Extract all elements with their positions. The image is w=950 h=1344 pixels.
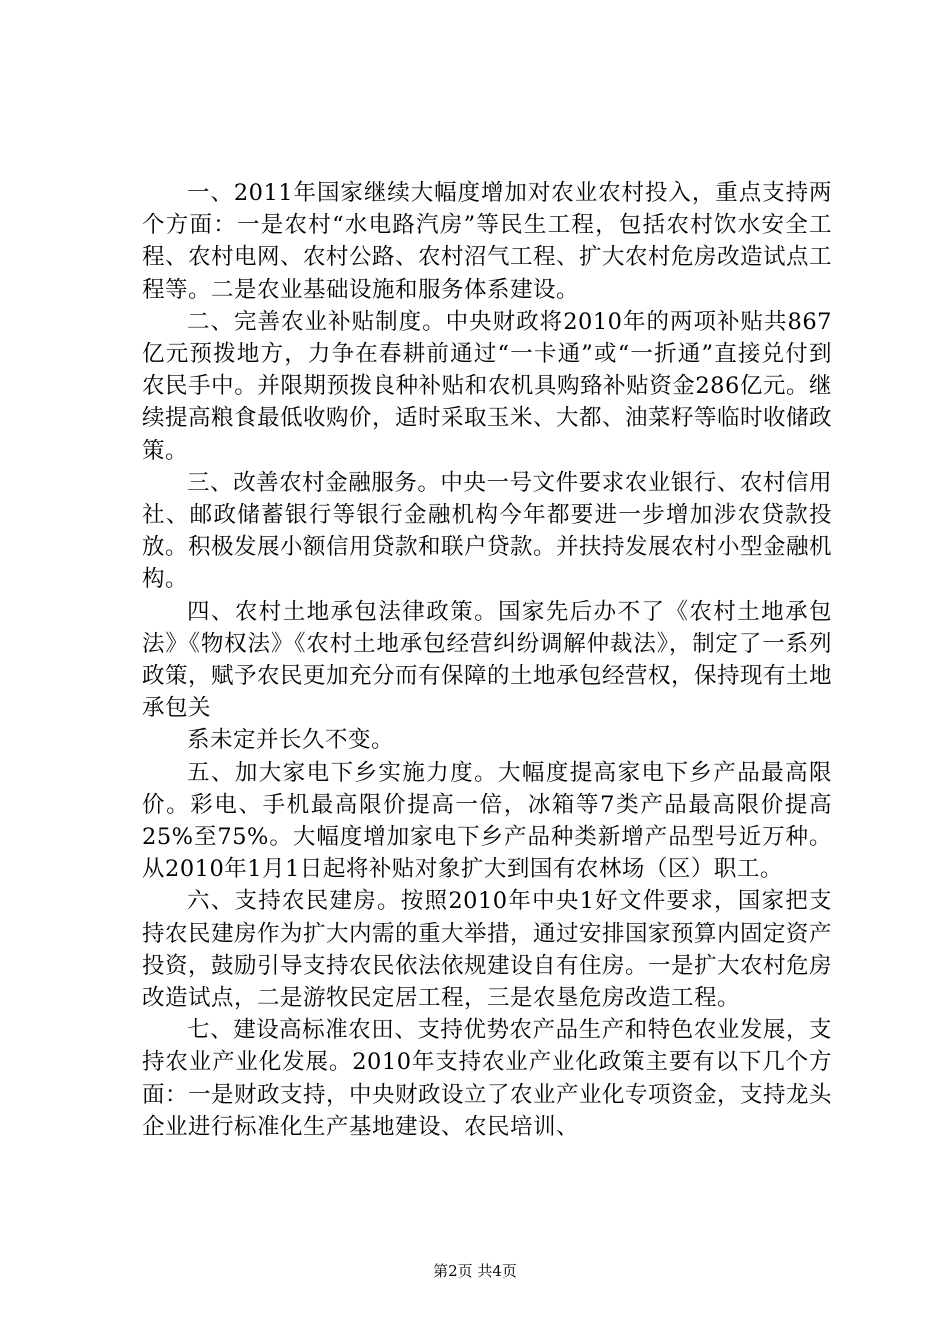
paragraph-4-continuation: 系未定并长久不变。 xyxy=(187,727,395,754)
page-number-label: 第2页 共4页 xyxy=(433,1262,517,1280)
paragraph-2: 二、完善农业补贴制度。中央财政将2010年的两项补贴共867亿元预拨地方，力争在春耕前通过“一卡通”或“一折通”直接兑付到农民手中。并限期预拨良种补贴和农机具购臵补贴资金286亿元。继续提高粮食最低收购价，适时采取玉米、大都、油菜籽等临时收储政策。 xyxy=(142,308,833,464)
paragraph-3: 三、改善农村金融服务。中央一号文件要求农业银行、农村信用社、邮政储蓄银行等银行金融机构今年都要进一步增加涉农贷款投放。积极发展小额信用贷款和联户贷款。并扶持发展农村小型金融机构。 xyxy=(142,469,833,593)
paragraph-6: 六、支持农民建房。按照2010年中央1好文件要求，国家把支持农民建房作为扩大内需的重大举措，通过安排国家预算内固定资产投资，鼓励引导支持农民依法依规建设自有住房。一是扩大农村危房改造试点，二是游牧民定居工程，三是农垦危房改造工程。 xyxy=(142,888,833,1012)
paragraph-1: 一、2011年国家继续大幅度增加对农业农村投入，重点支持两个方面：一是农村“水电路汽房”等民生工程，包括农村饮水安全工程、农村电网、农村公路、农村沼气工程、扩大农村危房改造试点工程等。二是农业基础设施和服务体系建设。 xyxy=(142,180,833,303)
document-body xyxy=(142,177,832,1143)
paragraph-4: 四、农村土地承包法律政策。国家先后办不了《农村土地承包法》《物权法》《农村土地承包经营纠纷调解仲裁法》，制定了一系列政策，赋予农民更加充分而有保障的土地承包经营权，保持现有土地承包关 xyxy=(142,598,833,722)
paragraph-7: 七、建设高标准农田、支持优势农产品生产和特色农业发展，支持农业产业化发展。2010年支持农业产业化政策主要有以下几个方面：一是财政支持，中央财政设立了农业产业化专项资金，支持龙头企业进行标准化生产基地建设、农民培训、 xyxy=(142,1017,833,1140)
paragraph-5: 五、加大家电下乡实施力度。大幅度提高家电下乡产品最高限价。彩电、手机最高限价提高一倍，冰箱等7类产品最高限价提高25%至75%。大幅度增加家电下乡产品种类新增产品型号近万种。从2010年1月1日起将补贴对象扩大到国有农林场（区）职工。 xyxy=(142,759,832,883)
page-footer xyxy=(0,1261,950,1281)
